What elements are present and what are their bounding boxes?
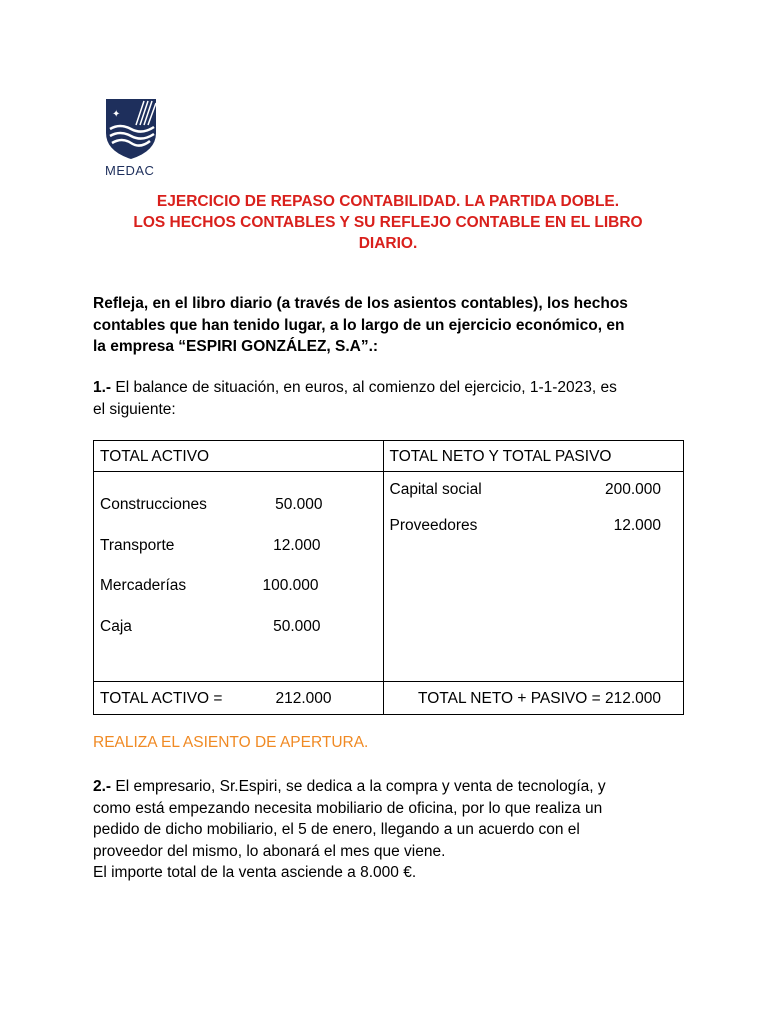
liability-value: 200.000 [604,481,661,498]
page-title [93,191,683,254]
intro-line: Refleja, en el libro diario (a través de los asientos contables), los hechos [93,295,628,312]
asset-label: Mercaderías [100,577,187,594]
asset-value: 12.000 [273,537,321,554]
liabilities-header: TOTAL NETO Y TOTAL PASIVO [389,448,612,465]
asset-label: Construcciones [100,496,207,513]
title-line: DIARIO. [358,235,418,252]
title-line: EJERCICIO DE REPASO CONTABILIDAD. LA PARTIDA DOBLE. [156,193,620,210]
liability-value: 12.000 [613,517,661,534]
item-1-paragraph [93,377,693,420]
item-2-text-4: proveedor del mismo, lo abonará el mes que viene. [93,842,446,860]
liability-label: Proveedores [389,517,478,534]
assets-header: TOTAL ACTIVO [100,448,210,465]
asset-value: 100.000 [262,577,319,594]
liability-label: Capital social [389,481,482,498]
item-1-text-2: el siguiente: [93,400,176,418]
liabilities-total: TOTAL NETO + PASIVO = 212.000 [418,690,661,707]
item-2-text-5: El importe total de la venta asciende a 8.000 €. [93,864,417,881]
assets-header-cell [94,441,384,472]
asset-value: 50.000 [275,496,323,513]
svg-text:✦: ✦ [112,109,121,120]
liabilities-header-cell [383,441,684,472]
balance-table [93,440,684,715]
item-2-number: 2.- [93,778,112,795]
intro-line: la empresa “ESPIRI GONZÁLEZ, S.A”.: [93,338,379,355]
title-line: LOS HECHOS CONTABLES Y SU REFLEJO CONTABLE EN EL LIBRO [133,214,643,231]
asset-label: Caja [100,618,132,635]
item-2-paragraph [93,776,693,884]
item-2-text-2: como está empezando necesita mobiliario de oficina, por lo que realiza un [93,799,603,817]
asset-value: 50.000 [273,618,321,635]
assets-total-cell [94,682,384,715]
assets-total-label: TOTAL ACTIVO = [100,690,223,707]
intro-line: contables que han tenido lugar, a lo largo de un ejercicio económico, en [93,316,625,334]
liabilities-cell [383,472,684,682]
intro-paragraph [93,293,693,358]
asset-label: Transporte [100,537,175,554]
assets-total-value: 212.000 [275,690,332,707]
instruction-text: REALIZA EL ASIENTO DE APERTURA. [93,734,369,751]
item-2-text-3: pedido de dicho mobiliario, el 5 de enero, llegando a un acuerdo con el [93,821,580,838]
item-1-number: 1.- [93,379,112,396]
item-2-text: El empresario, Sr.Espiri, se dedica a la compra y venta de tecnología, y [111,778,606,795]
logo-text: MEDAC [105,163,155,178]
assets-cell [94,472,384,682]
liabilities-total-cell [383,682,684,715]
item-1-text: El balance de situación, en euros, al comienzo del ejercicio, 1-1-2023, es [111,379,617,396]
